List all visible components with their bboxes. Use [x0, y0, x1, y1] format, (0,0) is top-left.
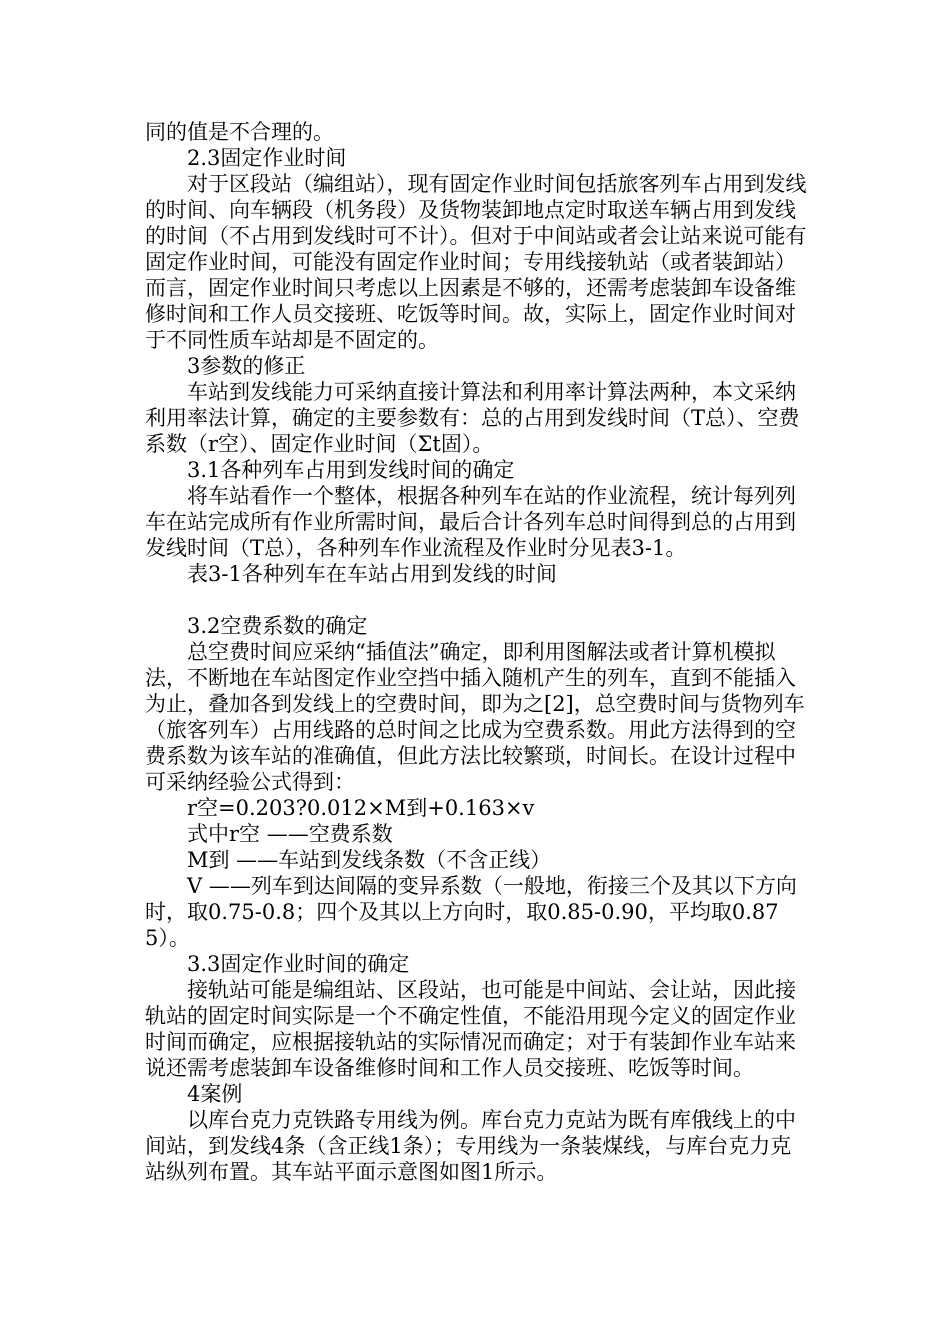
formula-def-r: 式中r空 ——空费系数: [187, 822, 393, 846]
document-body: [145, 119, 810, 1185]
heading-3-1: 3.1各种列车占用到发线时间的确定: [187, 458, 515, 482]
paragraph-idle-coefficient: 总空费时间应采纳“插值法”确定，即利用图解法或者计算机模拟法，不断地在车站图定作业空挡中插入随机产生的列车，直到不能插入为止，叠加各到发线上的空费时间，即为之[2]，总空费时间与货物列车（旅客列车）占用线路的总时间之比成为空费系数。用此方法得到的空费系数为该车站的准确值，但此方法比较繁琐，时间长。在设计过程中可采纳经验公式得到：: [145, 640, 805, 794]
paragraph-occupancy-time: 将车站看作一个整体，根据各种列车在站的作业流程，统计每列列车在站完成所有作业所需时间，最后合计各列车总时间得到总的占用到发线时间（T总），各种列车作业流程及作业时分见表3-1。: [145, 484, 796, 560]
paragraph-continuation: 同的值是不合理的。: [145, 120, 334, 144]
paragraph-case: 以库台克力克铁路专用线为例。库台克力克站为既有库俄线上的中间站，到发线4条（含正线1条）；专用线为一条装煤线，与库台克力克站纵列布置。其车站平面示意图如图1所示。: [145, 1108, 796, 1184]
heading-3: 3参数的修正: [187, 354, 306, 378]
heading-3-3: 3.3固定作业时间的确定: [187, 952, 410, 976]
heading-4: 4案例: [187, 1082, 243, 1106]
paragraph-capacity-methods: 车站到发线能力可采纳直接计算法和利用率计算法两种，本文采纳利用率法计算，确定的主要参数有：总的占用到发线时间（T总）、空费系数（r空）、固定作业时间（Σt固）。: [145, 380, 800, 456]
paragraph-fixed-time: 对于区段站（编组站），现有固定作业时间包括旅客列车占用到发线的时间、向车辆段（机务段）及货物装卸地点定时取送车辆占用到发线的时间（不占用到发线时可不计）。但对于中间站或者会让站来说可能有固定作业时间，可能没有固定作业时间；专用线接轨站（或者装卸站）而言，固定作业时间只考虑以上因素是不够的，还需考虑装卸车设备维修时间和工作人员交接班、吃饭等时间。故，实际上，固定作业时间对于不同性质车站却是不固定的。: [145, 172, 807, 352]
heading-3-2: 3.2空费系数的确定: [187, 614, 368, 638]
formula: r空=0.203?0.012×M到+0.163×v: [187, 796, 535, 820]
table-caption: 表3-1各种列车在车站占用到发线的时间: [187, 562, 557, 586]
paragraph-fixed-time-determination: 接轨站可能是编组站、区段站，也可能是中间站、会让站，因此接轨站的固定时间实际是一个不确定性值，不能沿用现今定义的固定作业时间而确定，应根据接轨站的实际情况而确定；对于有装卸作业车站来说还需考虑装卸车设备维修时间和工作人员交接班、吃饭等时间。: [145, 978, 796, 1080]
formula-def-v: V ——列车到达间隔的变异系数（一般地，衔接三个及其以下方向时，取0.75-0.8；四个及其以上方向时，取0.85-0.90，平均取0.875）。: [145, 874, 797, 950]
formula-def-m: M到 ——车站到发线条数（不含正线）: [187, 848, 552, 872]
heading-2-3: 2.3固定作业时间: [187, 146, 347, 170]
blank-line: [145, 587, 810, 613]
